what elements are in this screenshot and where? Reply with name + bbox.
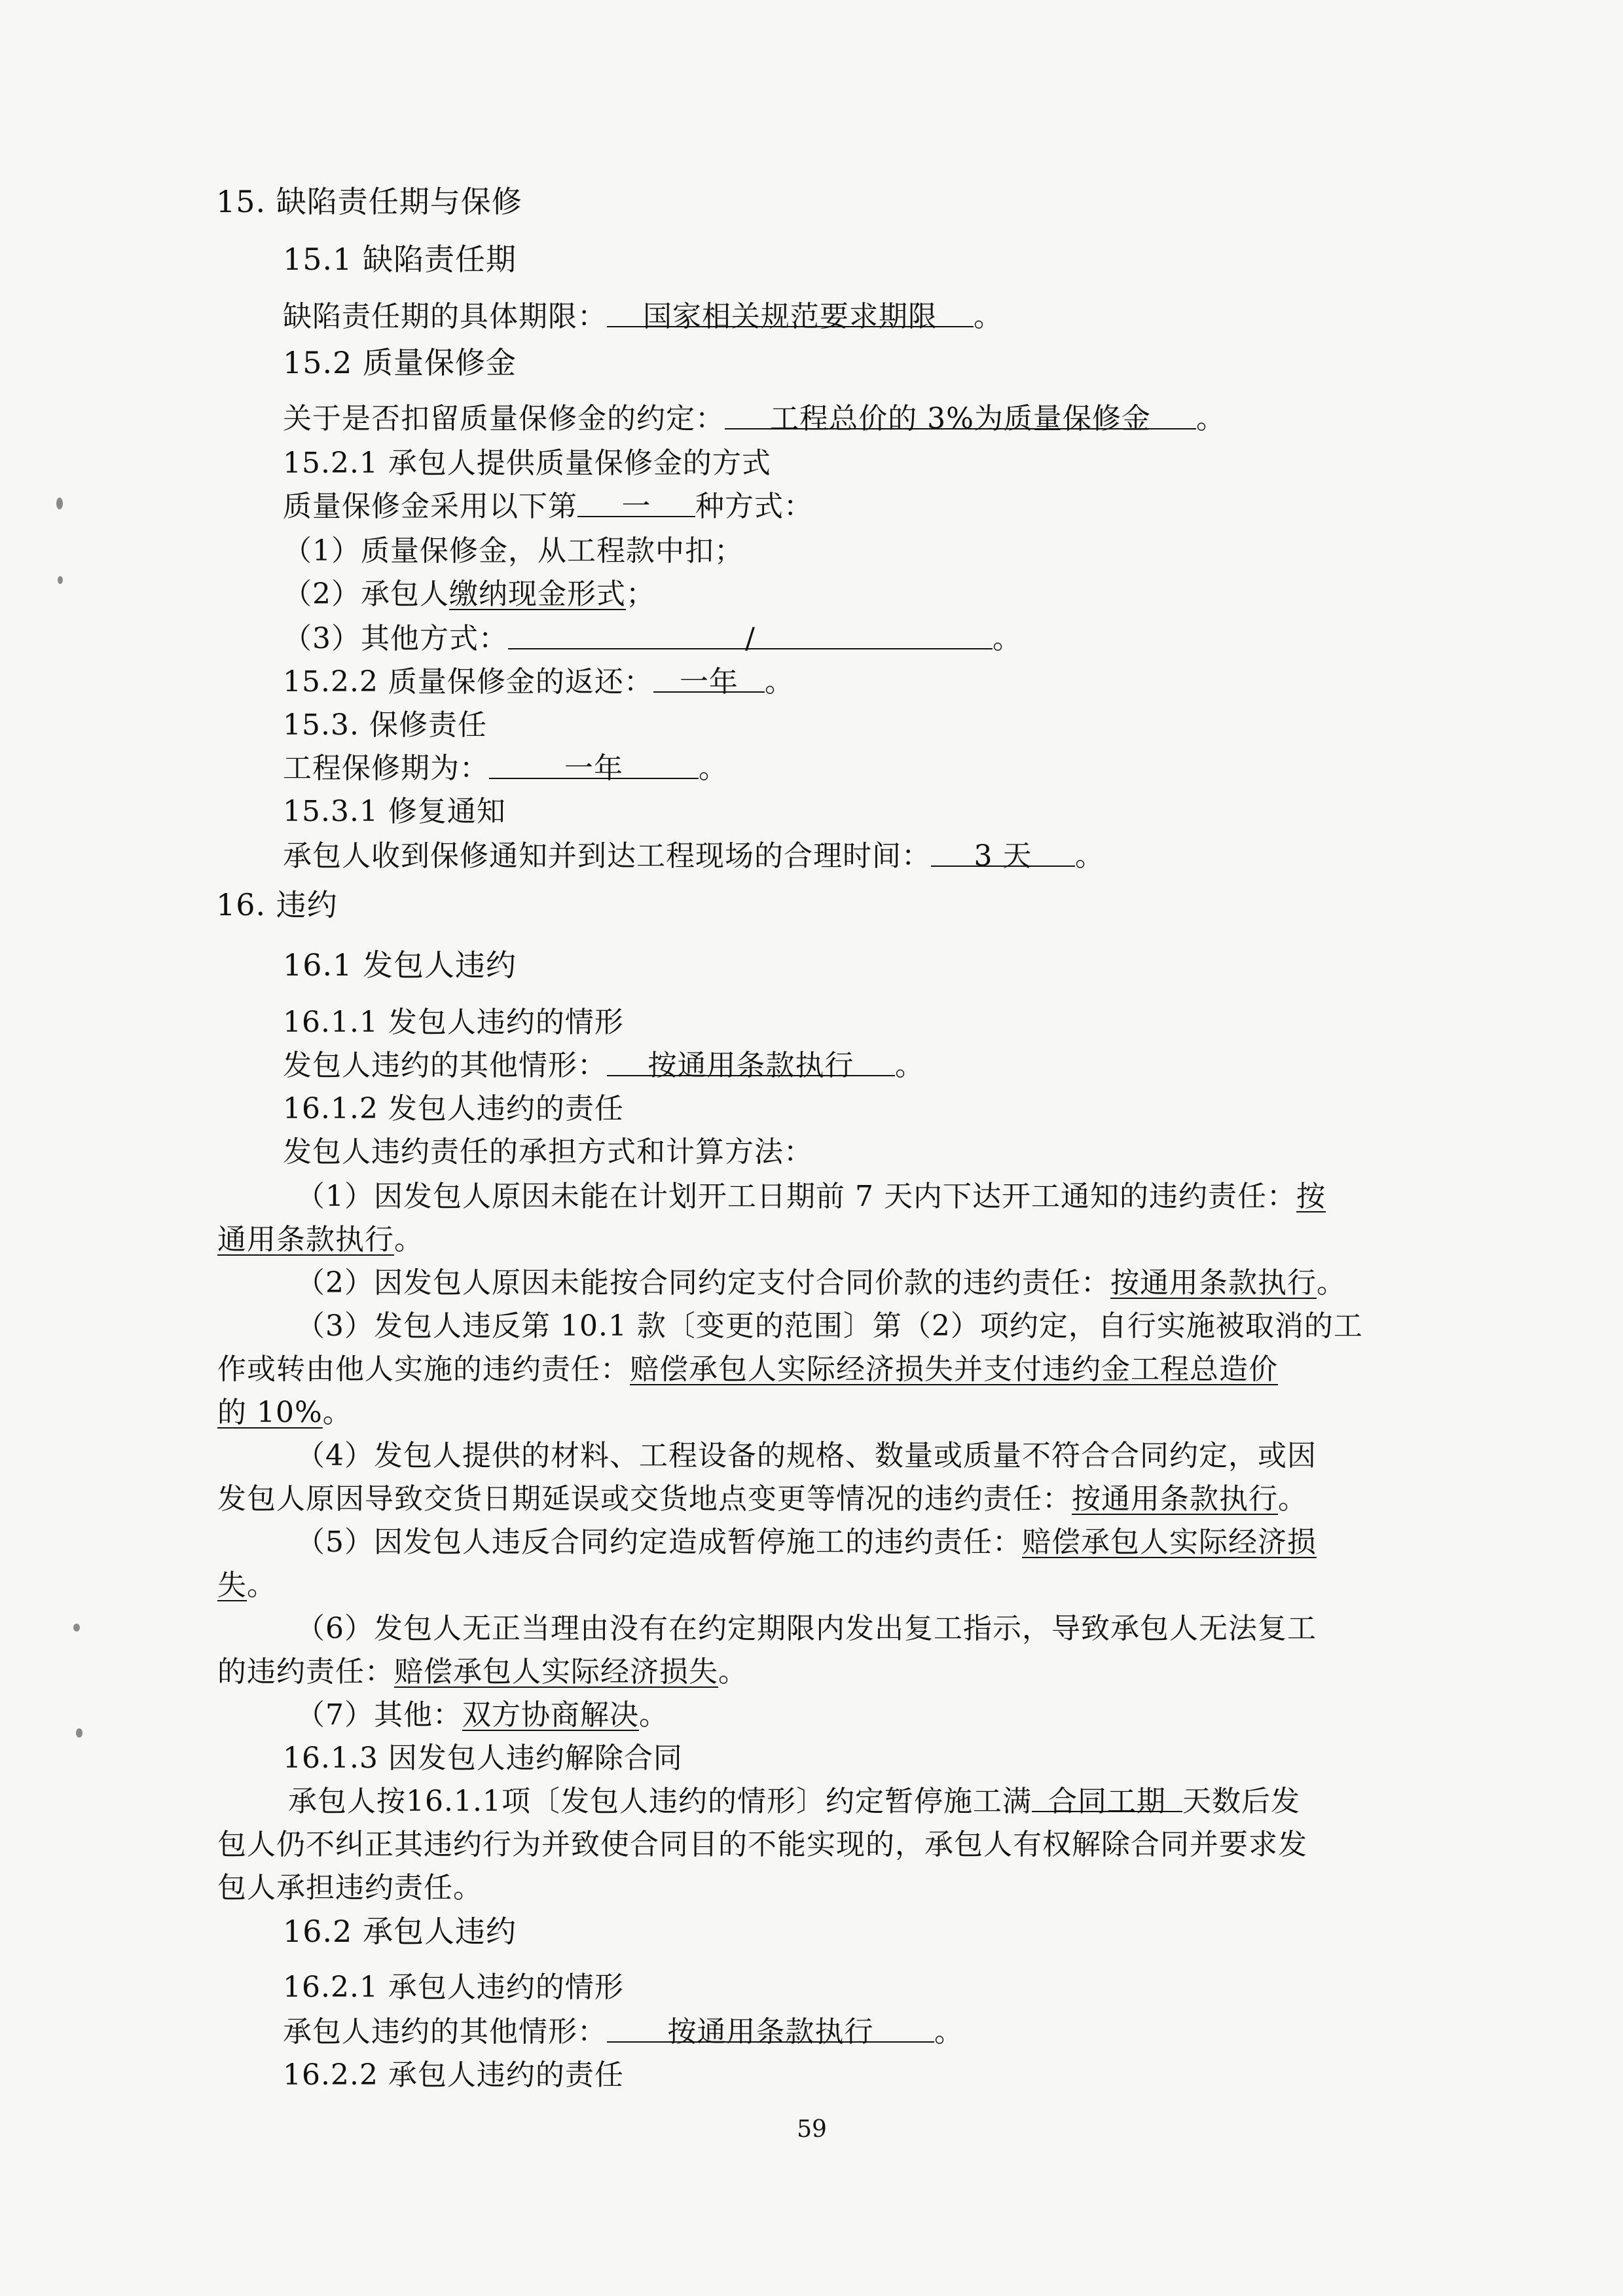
- employer-default-other-line: 发包人违约的其他情形： 按通用条款执行 。: [283, 1045, 924, 1087]
- liability-item-6: （6）发包人无正当理由没有在约定期限内发出复工指示，导致承包人无法复工: [296, 1612, 1317, 1645]
- liability-item-6-cont: 的违约责任：赔偿承包人实际经济损失。: [217, 1655, 748, 1688]
- termination-period-value: 合同工期: [1032, 1781, 1182, 1812]
- section-15-2-1-heading: 15.2.1 承包人提供质量保修金的方式: [283, 446, 771, 480]
- section-16-1-heading: 16.1 发包人违约: [283, 947, 517, 983]
- scan-speck: [73, 1624, 80, 1631]
- liability-intro: 发包人违约责任的承担方式和计算方法：: [283, 1135, 813, 1169]
- employer-default-other-value: 按通用条款执行: [607, 1045, 895, 1076]
- contractor-default-other-line: 承包人违约的其他情形： 按通用条款执行 。: [283, 2011, 964, 2053]
- section-16-heading: 16. 违约: [216, 887, 338, 922]
- termination-line-2: 包人仍不纠正其违约行为并致使合同目的不能实现的，承包人有权解除合同并要求发: [217, 1828, 1307, 1861]
- page-number: 59: [797, 2116, 827, 2143]
- defect-period-line: 缺陷责任期的具体期限： 国家相关规范要求期限 。: [283, 296, 1003, 338]
- liability-item-3: （3）发包人违反第 10.1 款〔变更的范围〕第（2）项约定，自行实施被取消的工: [296, 1309, 1363, 1343]
- section-15-1-heading: 15.1 缺陷责任期: [283, 242, 517, 277]
- retention-agreement-line: 关于是否扣留质量保修金的约定： 工程总价的 3%为质量保修金 。: [283, 398, 1226, 440]
- liability-item-1-cont: 通用条款执行。: [217, 1223, 424, 1256]
- section-15-heading: 15. 缺陷责任期与保修: [216, 184, 522, 219]
- scan-speck: [58, 576, 63, 584]
- liability-item-5-cont: 失。: [217, 1569, 276, 1602]
- retention-return-line: 15.2.2 质量保修金的返还： 一年 。: [283, 661, 794, 703]
- liability-item-5: （5）因发包人违反合同约定造成暂停施工的违约责任：赔偿承包人实际经济损: [296, 1525, 1317, 1559]
- section-16-2-2-heading: 16.2.2 承包人违约的责任: [283, 2058, 624, 2092]
- liability-item-2: （2）因发包人原因未能按合同约定支付合同价款的违约责任：按通用条款执行。: [296, 1266, 1346, 1300]
- defect-period-value: 国家相关规范要求期限: [607, 296, 974, 327]
- section-16-1-2-heading: 16.1.2 发包人违约的责任: [283, 1092, 624, 1125]
- option-3: （3）其他方式： / 。: [283, 618, 1022, 660]
- liability-item-4-cont: 发包人原因导致交货日期延误或交货地点变更等情况的违约责任：按通用条款执行。: [217, 1482, 1307, 1516]
- section-15-3-1-heading: 15.3.1 修复通知: [283, 795, 506, 828]
- section-16-2-heading: 16.2 承包人违约: [283, 1914, 517, 1949]
- scan-speck: [76, 1728, 82, 1738]
- warranty-period-value: 一年: [489, 748, 699, 779]
- liability-item-3-cont2: 的 10%。: [217, 1396, 352, 1429]
- option-2: （2）承包人缴纳现金形式；: [283, 577, 655, 611]
- section-16-1-3-heading: 16.1.3 因发包人违约解除合同: [283, 1741, 683, 1775]
- retention-return-value: 一年: [653, 661, 765, 693]
- liability-item-1: （1）因发包人原因未能在计划开工日期前 7 天内下达开工通知的违约责任：按: [296, 1180, 1326, 1213]
- liability-item-3-cont: 作或转由他人实施的违约责任：赔偿承包人实际经济损失并支付违约金工程总造价: [217, 1353, 1278, 1386]
- termination-line-3: 包人承担违约责任。: [217, 1871, 483, 1904]
- contractor-default-other-value: 按通用条款执行: [607, 2011, 934, 2043]
- liability-item-4: （4）发包人提供的材料、工程设备的规格、数量或质量不符合合同约定，或因: [296, 1439, 1317, 1472]
- retention-method-choice: 一: [577, 486, 695, 517]
- section-16-1-1-heading: 16.1.1 发包人违约的情形: [283, 1006, 624, 1039]
- liability-item-7: （7）其他：双方协商解决。: [296, 1698, 668, 1732]
- retention-agreement-value: 工程总价的 3%为质量保修金: [725, 398, 1196, 429]
- option-1: （1）质量保修金，从工程款中扣；: [283, 534, 744, 568]
- section-15-3-heading: 15.3. 保修责任: [283, 708, 487, 742]
- warranty-period-line: 工程保修期为： 一年 。: [283, 748, 728, 790]
- section-16-2-1-heading: 16.2.1 承包人违约的情形: [283, 1971, 624, 2004]
- section-15-2-heading: 15.2 质量保修金: [283, 345, 517, 380]
- termination-line-1: 承包人按16.1.1项〔发包人违约的情形〕约定暂停施工满 合同工期 天数后发: [288, 1781, 1300, 1823]
- repair-notice-value: 3 天: [931, 835, 1075, 867]
- retention-method-line: 质量保修金采用以下第 一 种方式：: [283, 486, 813, 528]
- scan-speck: [56, 498, 63, 509]
- repair-notice-line: 承包人收到保修通知并到达工程现场的合理时间： 3 天 。: [283, 835, 1104, 877]
- option-3-value: /: [508, 618, 993, 649]
